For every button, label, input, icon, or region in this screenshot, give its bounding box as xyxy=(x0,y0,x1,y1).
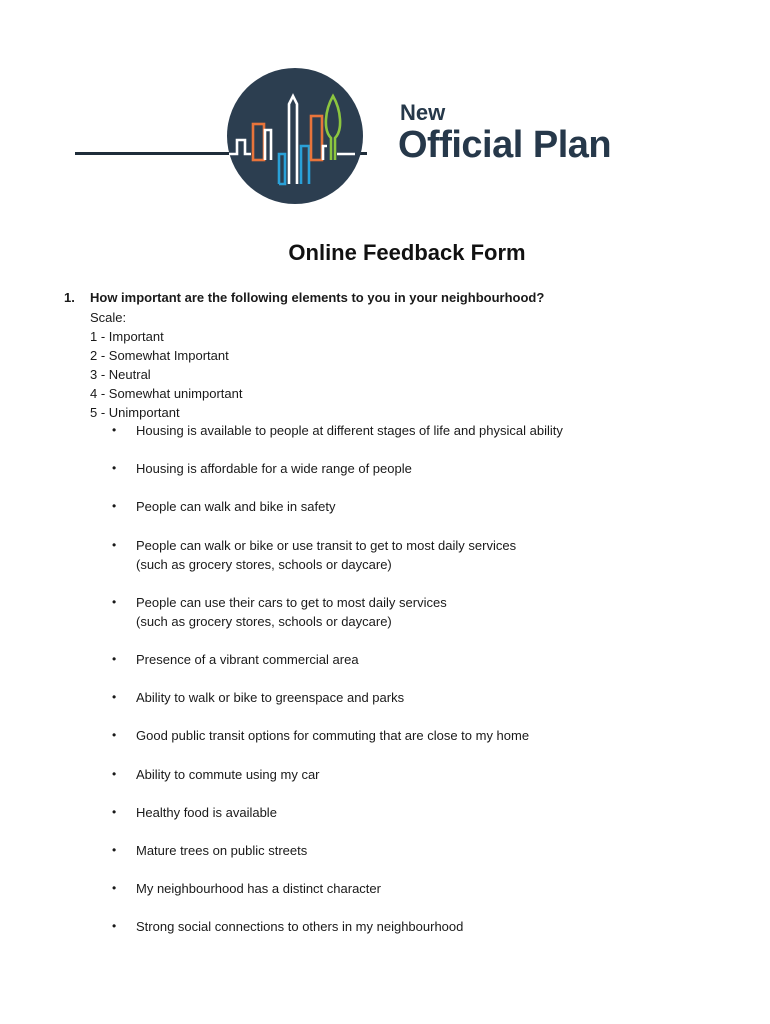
list-item-text: People can use their cars to get to most daily services xyxy=(136,595,447,610)
bullet-icon: • xyxy=(112,595,117,609)
question-number: 1. xyxy=(64,290,75,305)
bullet-icon: • xyxy=(112,690,117,704)
list-item-subtext: (such as grocery stores, schools or daycare) xyxy=(136,557,392,572)
scale-option: 5 - Unimportant xyxy=(90,405,180,420)
bullet-icon: • xyxy=(112,423,117,437)
scale-option: 1 - Important xyxy=(90,329,164,344)
list-item xyxy=(112,593,732,631)
bullet-icon: • xyxy=(112,728,117,742)
list-item-text: People can walk and bike in safety xyxy=(136,499,336,514)
bullet-icon: • xyxy=(112,881,117,895)
list-item xyxy=(112,459,732,478)
bullet-icon: • xyxy=(112,805,117,819)
list-item xyxy=(112,879,732,898)
scale-option: 3 - Neutral xyxy=(90,367,151,382)
question-heading xyxy=(64,290,744,305)
list-item-text: Strong social connections to others in my neighbourhood xyxy=(136,919,464,934)
list-item xyxy=(112,803,732,822)
list-item-text: People can walk or bike or use transit to get to most daily services xyxy=(136,538,517,553)
list-item xyxy=(112,726,732,745)
list-item-text: Mature trees on public streets xyxy=(136,843,308,858)
list-item-text: My neighbourhood has a distinct character xyxy=(136,881,381,896)
list-item-text: Housing is affordable for a wide range of people xyxy=(136,461,412,476)
question-text: How important are the following elements to you in your neighbourhood? xyxy=(90,290,545,305)
list-item-text: Presence of a vibrant commercial area xyxy=(136,652,359,667)
list-item-subtext: (such as grocery stores, schools or daycare) xyxy=(136,614,392,629)
question-1 xyxy=(64,290,744,422)
list-item xyxy=(112,497,732,516)
list-item-text: Ability to commute using my car xyxy=(136,767,320,782)
bullet-icon: • xyxy=(112,919,117,933)
scale-option: 4 - Somewhat unimportant xyxy=(90,386,243,401)
form-title: Online Feedback Form xyxy=(288,240,526,265)
list-item xyxy=(112,650,732,669)
list-item-text: Ability to walk or bike to greenspace and parks xyxy=(136,690,405,705)
list-item xyxy=(112,841,732,860)
bullet-icon: • xyxy=(112,499,117,513)
bullet-icon: • xyxy=(112,461,117,475)
bullet-icon: • xyxy=(112,652,117,666)
list-item xyxy=(112,917,732,936)
scale-title: Scale: xyxy=(90,310,127,325)
logo-area xyxy=(0,0,770,220)
list-item xyxy=(112,421,732,440)
list-item xyxy=(112,688,732,707)
list-item-text: Housing is available to people at different stages of life and physical ability xyxy=(136,423,563,438)
brand-line-official-plan: Official Plan xyxy=(398,124,612,166)
brand-line-new: New xyxy=(400,100,446,125)
bullet-icon: • xyxy=(112,538,117,552)
list-item-text: Good public transit options for commuting that are close to my home xyxy=(136,728,530,743)
bullet-icon: • xyxy=(112,843,117,857)
list-item xyxy=(112,765,732,784)
list-item-text: Healthy food is available xyxy=(136,805,277,820)
scale-option: 2 - Somewhat Important xyxy=(90,348,229,363)
scale-legend xyxy=(90,308,744,422)
bullet-icon: • xyxy=(112,767,117,781)
list-item xyxy=(112,536,732,574)
skyline-logo-icon xyxy=(227,68,363,204)
